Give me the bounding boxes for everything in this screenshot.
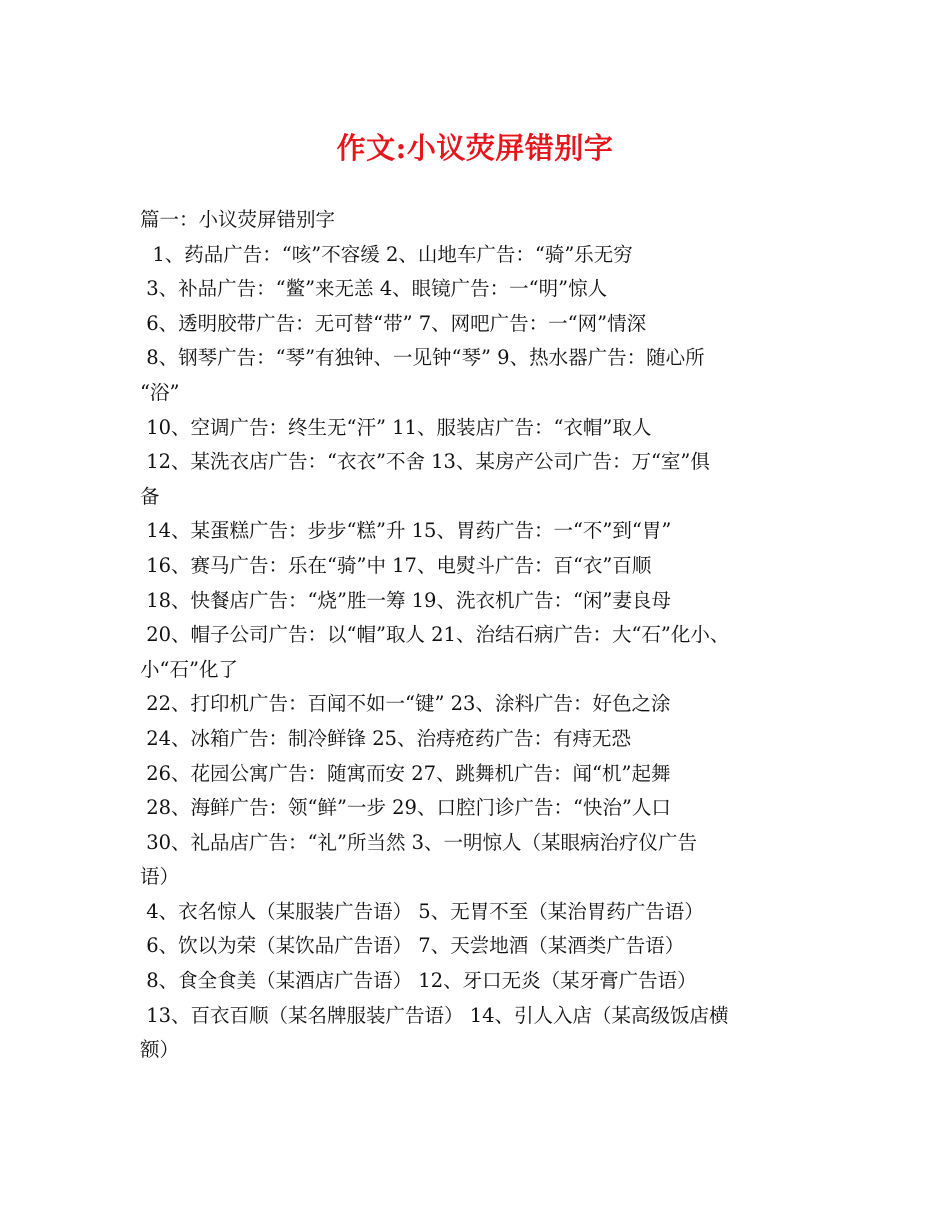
text-line: 22、打印机广告：百闻不如一“键” 23、涂料广告：好色之涂 (140, 692, 671, 716)
text-line: 语） (140, 865, 180, 889)
text-line: 18、快餐店广告：“烧”胜一筹 19、洗衣机广告：“闲”妻良母 (140, 588, 671, 612)
text-line: 30、礼品店广告：“礼”所当然 3、一明惊人（某眼病治疗仪广告 (140, 830, 698, 854)
document-body (140, 203, 830, 1068)
text-line: 备 (140, 484, 160, 508)
section-heading: 篇一：小议荧屏错别字 (140, 208, 336, 231)
text-line: “浴” (140, 380, 180, 404)
text-line: 16、赛马广告：乐在“骑”中 17、电熨斗广告：百“衣”百顺 (140, 553, 652, 577)
text-line: 8、食全食美（某酒店广告语） 12、牙口无炎（某牙膏广告语） (140, 969, 697, 993)
text-line: 3、补品广告：“鳖”来无恙 4、眼镜广告：一“明”惊人 (140, 277, 608, 301)
text-line: 14、某蛋糕广告：步步“糕”升 15、胃药广告：一“不”到“胃” (140, 519, 672, 543)
text-line: 12、某洗衣店广告：“衣衣”不舍 13、某房产公司广告：万“室”俱 (140, 450, 710, 474)
text-line: 1、药品广告：“咳”不容缓 2、山地车广告：“骑”乐无穷 (140, 242, 633, 266)
text-line: 26、花园公寓广告：随寓而安 27、跳舞机广告：闻“机”起舞 (140, 761, 671, 785)
text-line: 6、饮以为荣（某饮品广告语） 7、天尝地酒（某酒类广告语） (140, 934, 685, 958)
text-line: 额） (140, 1038, 180, 1062)
text-line: 28、海鲜广告：领“鲜”一步 29、口腔门诊广告：“快治”人口 (140, 796, 671, 820)
text-line: 13、百衣百顺（某名牌服装广告语） 14、引人入店（某高级饭店横 (140, 1003, 729, 1027)
text-line: 20、帽子公司广告：以“帽”取人 21、治结石病广告：大“石”化小、 (140, 623, 730, 647)
text-line: 4、衣名惊人（某服装广告语） 5、无胃不至（某治胃药广告语） (140, 899, 704, 923)
text-line: 8、钢琴广告：“琴”有独钟、一见钟“琴” 9、热水器广告：随心所 (140, 346, 705, 370)
text-line: 6、透明胶带广告：无可替“带” 7、网吧广告：一“网”情深 (140, 311, 647, 335)
text-line: 10、空调广告：终生无“汗” 11、服装店广告：“衣帽”取人 (140, 415, 652, 439)
text-line: 24、冰箱广告：制冷鲜锋 25、治痔疮药广告：有痔无恐 (140, 726, 632, 750)
text-line: 小“石”化了 (140, 657, 238, 681)
document-title: 作文:小议荧屏错别字 (336, 131, 614, 165)
